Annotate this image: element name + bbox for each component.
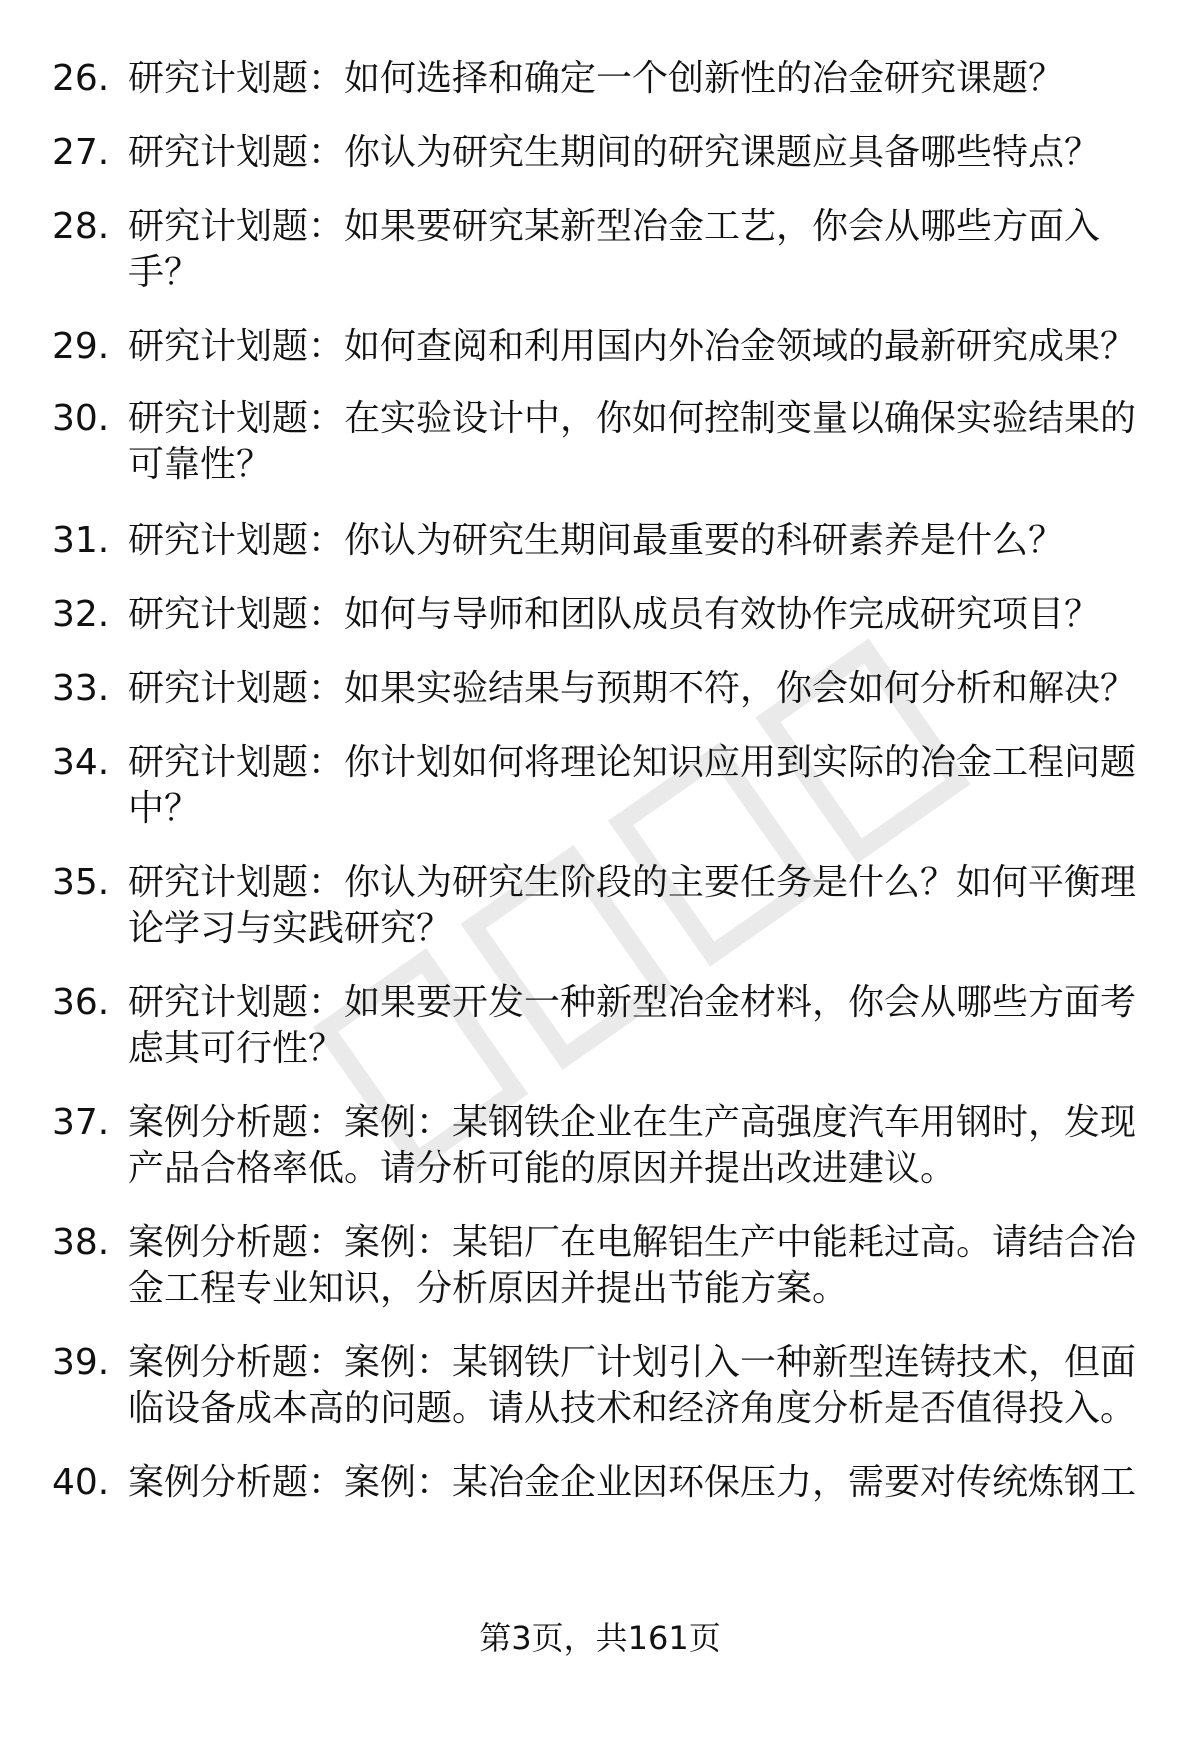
question-text: 案例分析题：案例：某钢铁企业在生产高强度汽车用钢时，发现产品合格率低。请分析可能的原因并提出改进建议。: [128, 1102, 1137, 1189]
question-number: 34.: [52, 742, 110, 783]
question-item-40: [52, 1460, 1152, 1506]
question-text: 研究计划题：如果实验结果与预期不符，你会如何分析和解决？: [128, 668, 1137, 709]
question-item-28: [52, 204, 1152, 296]
question-item-37: [52, 1100, 1152, 1192]
question-text: 研究计划题：如何选择和确定一个创新性的冶金研究课题？: [128, 58, 1065, 99]
question-number: 39.: [52, 1342, 110, 1383]
question-number: 35.: [52, 862, 110, 903]
question-item-36: [52, 980, 1152, 1072]
question-item-32: [52, 592, 1152, 638]
question-number: 28.: [52, 206, 110, 247]
question-item-34: [52, 740, 1152, 832]
question-item-26: [52, 56, 1152, 102]
question-item-29: [52, 324, 1152, 370]
question-text: 研究计划题：你计划如何将理论知识应用到实际的冶金工程问题中？: [128, 742, 1137, 829]
question-text: 研究计划题：你认为研究生期间最重要的科研素养是什么？: [128, 520, 1065, 561]
question-text: 研究计划题：如果要开发一种新型冶金材料，你会从哪些方面考虑其可行性？: [128, 982, 1137, 1069]
question-number: 33.: [52, 668, 110, 709]
question-text: 研究计划题：你认为研究生阶段的主要任务是什么？如何平衡理论学习与实践研究？: [128, 862, 1137, 949]
page-footer: 第3页，共161页: [479, 1619, 721, 1657]
question-number: 36.: [52, 982, 110, 1023]
question-item-30: [52, 396, 1152, 488]
question-text: 案例分析题：案例：某铝厂在电解铝生产中能耗过高。请结合冶金工程专业知识，分析原因并提出节能方案。: [128, 1222, 1137, 1309]
question-text: 案例分析题：案例：某钢铁厂计划引入一种新型连铸技术，但面临设备成本高的问题。请从技术和经济角度分析是否值得投入。: [128, 1342, 1137, 1429]
question-number: 31.: [52, 520, 110, 561]
question-text: 案例分析题：案例：某冶金企业因环保压力，需要对传统炼钢工: [128, 1462, 1137, 1503]
question-number: 38.: [52, 1222, 110, 1263]
question-text: 研究计划题：如何与导师和团队成员有效协作完成研究项目？: [128, 594, 1101, 635]
question-number: 26.: [52, 58, 110, 99]
question-number: 29.: [52, 326, 110, 367]
question-number: 27.: [52, 132, 110, 173]
question-number: 30.: [52, 398, 110, 439]
question-number: 32.: [52, 594, 110, 635]
question-item-33: [52, 666, 1152, 712]
question-item-38: [52, 1220, 1152, 1312]
question-item-31: [52, 518, 1152, 564]
question-item-39: [52, 1340, 1152, 1432]
question-item-27: [52, 130, 1152, 176]
question-text: 研究计划题：你认为研究生期间的研究课题应具备哪些特点？: [128, 132, 1101, 173]
question-text: 研究计划题：在实验设计中，你如何控制变量以确保实验结果的可靠性？: [128, 398, 1137, 485]
question-item-35: [52, 860, 1152, 952]
question-text: 研究计划题：如果要研究某新型冶金工艺，你会从哪些方面入手？: [128, 206, 1101, 293]
question-text: 研究计划题：如何查阅和利用国内外冶金领域的最新研究成果？: [128, 326, 1137, 367]
question-number: 37.: [52, 1102, 110, 1143]
question-number: 40.: [52, 1462, 110, 1503]
